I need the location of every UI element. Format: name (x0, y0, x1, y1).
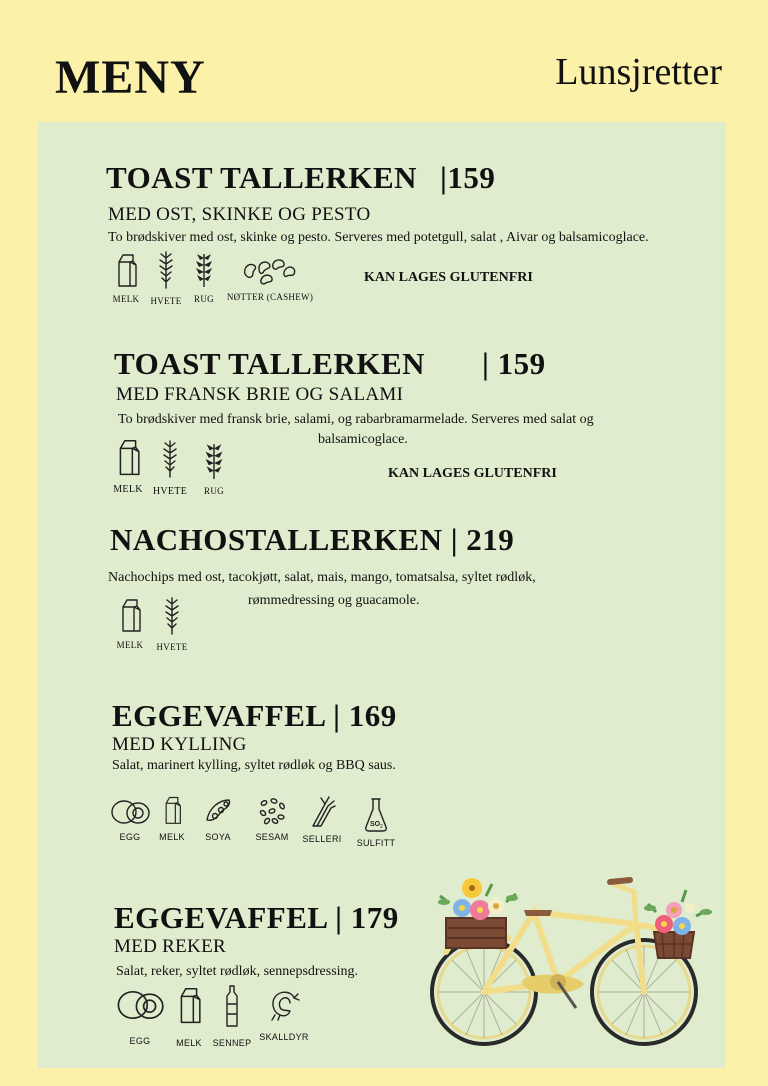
allergen-label: RUG (204, 486, 224, 496)
dish-5-description: Salat, reker, syltet rødløk, sennepsdressing. (116, 964, 359, 979)
allergen-label: EGG (119, 832, 141, 842)
dish-3-description-line1: Nachochips med ost, tacokjøtt, salat, mais, mango, tomatsalsa, syltet rødløk, (108, 570, 536, 585)
allergen-label: MELK (159, 832, 185, 842)
allergen-label: HVETE (150, 296, 182, 306)
dish-2-allergen-rye (198, 440, 230, 496)
menu-panel (38, 122, 726, 1068)
dish-4-name: EGGEVAFFEL | 169 (112, 698, 397, 733)
allergen-label: RUG (194, 294, 214, 304)
allergen-label: SKALLDYR (259, 1032, 309, 1042)
dish-3-name: NACHOSTALLERKEN | 219 (110, 522, 515, 557)
header-title: MENY (55, 51, 206, 104)
dish-1-allergen-milk (108, 252, 144, 304)
svg-text:SO: SO (370, 821, 381, 828)
dish-5-allergen-mustard (210, 984, 254, 1048)
milk-icon (176, 984, 202, 1026)
dish-2-name: TOAST TALLERKEN (114, 346, 426, 381)
allergen-label: MELK (176, 1038, 202, 1048)
dish-2-gluten-note: KAN LAGES GLUTENFRI (388, 466, 557, 481)
milk-icon (114, 252, 138, 288)
dish-1-allergen-rye (188, 250, 220, 304)
dish-1-name: TOAST TALLERKEN (106, 160, 418, 195)
dish-2-allergen-wheat (150, 436, 190, 497)
dish-2-description-line1: To brødskiver med fransk brie, salami, og rabarbramarmelade. Serveres med salat og (118, 412, 594, 427)
dish-5-subtitle: MED REKER (114, 936, 226, 957)
allergen-label: NØTTER (CASHEW) (226, 292, 314, 302)
dish-4-allergen-sesame (250, 796, 294, 842)
allergen-label: SESAM (255, 832, 289, 842)
dish-2-price: | 159 (482, 346, 546, 381)
milk-icon (118, 596, 142, 634)
cashew-icon (241, 256, 299, 286)
svg-text:2: 2 (380, 824, 383, 830)
milk-icon (162, 794, 182, 826)
mustard-bottle-icon (222, 984, 242, 1028)
dish-4-allergen-celery (300, 794, 344, 844)
dish-4-subtitle: MED KYLLING (112, 734, 247, 755)
dish-2-description-line2: balsamicoglace. (318, 432, 408, 447)
allergen-label: HVETE (156, 642, 188, 652)
sulfite-flask-icon (363, 796, 389, 832)
dish-2-subtitle: MED FRANSK BRIE OG SALAMI (116, 384, 404, 405)
allergen-label: MELK (112, 294, 140, 304)
egg-icon (110, 798, 150, 826)
allergen-label: SULFITT (356, 838, 396, 848)
allergen-label: MELK (116, 640, 144, 650)
rye-icon (203, 440, 225, 480)
shrimp-icon (268, 988, 300, 1022)
celery-icon (307, 794, 337, 828)
dish-5-allergen-milk (168, 984, 210, 1048)
dish-3-allergen-wheat (152, 594, 192, 652)
allergen-label: SELLERI (302, 834, 342, 844)
dish-1-price: |159 (440, 160, 496, 195)
dish-2-allergen-milk (110, 436, 146, 495)
egg-icon (116, 988, 164, 1022)
dish-5-allergen-egg (112, 988, 168, 1046)
dish-4-description: Salat, marinert kylling, syltet rødløk og BBQ saus. (112, 758, 396, 773)
header-subtitle: Lunsjretter (555, 51, 722, 93)
dish-1-subtitle: MED OST, SKINKE OG PESTO (108, 204, 371, 225)
allergen-label: MELK (113, 484, 143, 495)
dish-4-allergen-soy (198, 796, 238, 842)
dish-1-allergen-nuts (222, 256, 318, 302)
dish-3-description-line2: rømmedressing og guacamole. (248, 593, 420, 608)
dish-1-description: To brødskiver med ost, skinke og pesto. Serveres med potetgull, salat , Aivar og balsamicoglace. (108, 230, 649, 245)
allergen-label: SOYA (205, 832, 231, 842)
dish-4-allergen-milk (152, 794, 192, 842)
sesame-icon (257, 796, 287, 826)
bicycle-with-flowers-illustration (426, 852, 718, 1052)
dish-1-gluten-note: KAN LAGES GLUTENFRI (364, 270, 533, 285)
allergen-label: HVETE (152, 486, 188, 497)
dish-4-allergen-sulfite (354, 796, 398, 848)
allergen-label: SENNEP (212, 1038, 252, 1048)
dish-5-allergen-shellfish (258, 988, 310, 1042)
dish-3-allergen-milk (112, 596, 148, 650)
soy-icon (203, 796, 233, 826)
milk-icon (115, 436, 141, 478)
wheat-icon (162, 594, 182, 636)
dish-1-allergen-wheat (146, 248, 186, 306)
wheat-icon (160, 436, 180, 480)
dish-5-name: EGGEVAFFEL | 179 (114, 900, 399, 935)
wheat-icon (156, 248, 176, 290)
dish-4-allergen-egg (108, 798, 152, 842)
rye-icon (194, 250, 214, 288)
allergen-label: EGG (129, 1036, 151, 1046)
